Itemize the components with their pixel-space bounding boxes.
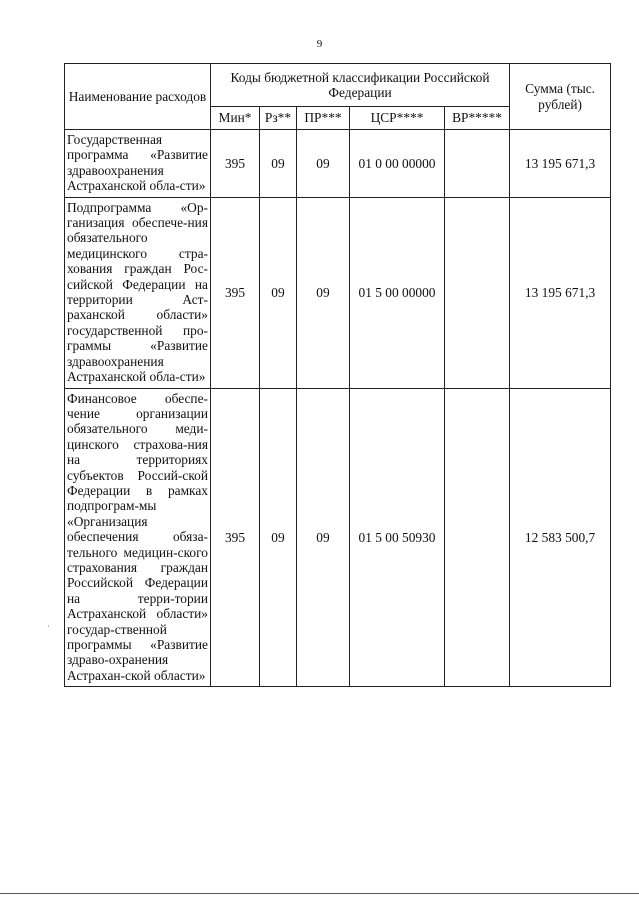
scan-speck: ·	[47, 622, 50, 631]
row-pr: 09	[297, 388, 350, 687]
page-number: 9	[316, 38, 323, 50]
row-name: Государственная программа «Развитие здравоохранения Астраханской обла-сти»	[65, 130, 211, 198]
row-rz: 09	[260, 130, 297, 198]
row-min: 395	[211, 130, 260, 198]
header-codes-group: Коды бюджетной классификации Российской Федерации	[211, 64, 510, 107]
header-sum-col: Сумма (тыс. рублей)	[510, 64, 611, 130]
budget-table	[64, 63, 611, 687]
table-row	[65, 388, 611, 687]
row-name: Финансовое обеспе-чение организации обязательного меди-цинского страхова-ния на территориях субъектов Россий-ской Федерации в рамках подпрограм-мы «Организация обеспечения обяза-тельного медицин-ского страхования граждан Российской Федерации на терри-тории Астраханской области» государ-ственной программы «Развитие здраво-охранения Астрахан-ской области»	[65, 388, 211, 687]
header-min: Мин*	[211, 107, 260, 130]
row-pr: 09	[297, 197, 350, 388]
row-rz: 09	[260, 197, 297, 388]
header-vr: ВР*****	[445, 107, 510, 130]
header-csr: ЦСР****	[350, 107, 445, 130]
table-row	[65, 130, 611, 198]
header-name-col: Наименование расходов	[65, 64, 211, 130]
table-header-row	[65, 64, 611, 107]
row-csr: 01 5 00 00000	[350, 197, 445, 388]
row-csr: 01 5 00 50930	[350, 388, 445, 687]
row-min: 395	[211, 197, 260, 388]
row-sum: 13 195 671,3	[510, 130, 611, 198]
page-bottom-rule	[0, 893, 639, 894]
row-rz: 09	[260, 388, 297, 687]
row-vr	[445, 130, 510, 198]
row-vr	[445, 388, 510, 687]
row-name: Подпрограмма «Ор-ганизация обеспече-ния обязательного медицинского стра-хования граждан Рос-сийской Федерации на территории Аст-раханской области» государственной про-граммы «Развитие здравоохранения Астраханской обла-сти»	[65, 197, 211, 388]
row-sum: 13 195 671,3	[510, 197, 611, 388]
header-pr: ПР***	[297, 107, 350, 130]
row-vr	[445, 197, 510, 388]
row-sum: 12 583 500,7	[510, 388, 611, 687]
row-pr: 09	[297, 130, 350, 198]
header-rz: Рз**	[260, 107, 297, 130]
row-csr: 01 0 00 00000	[350, 130, 445, 198]
table-row	[65, 197, 611, 388]
row-min: 395	[211, 388, 260, 687]
